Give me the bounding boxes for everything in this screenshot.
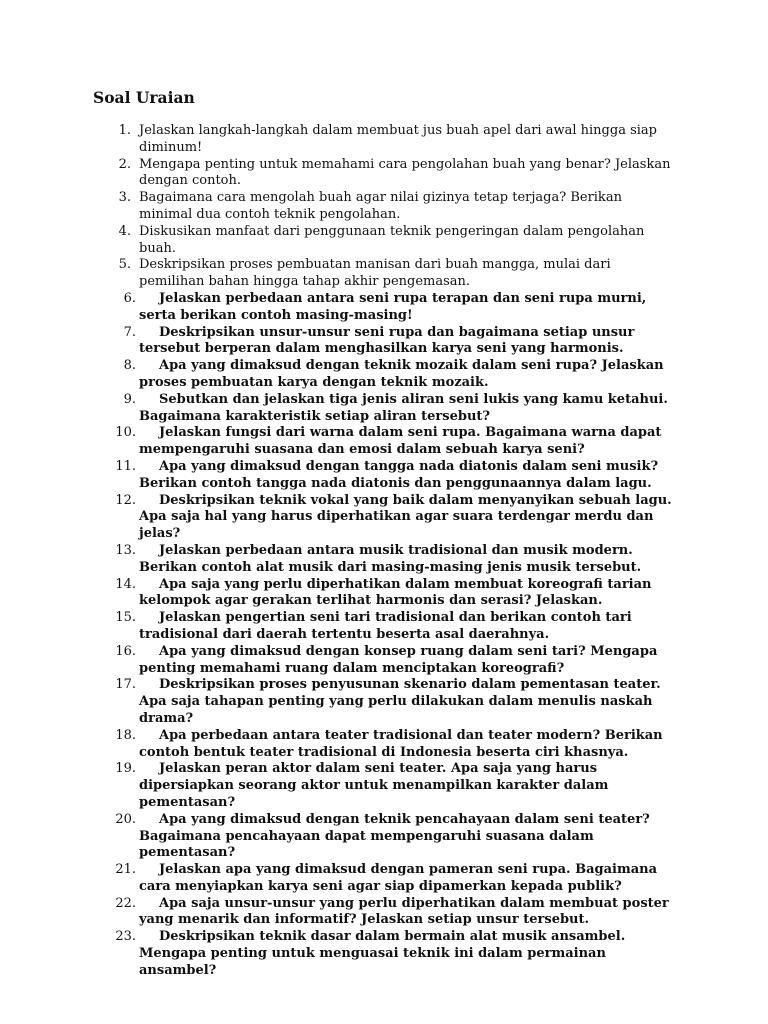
item-number: 21. — [115, 862, 136, 878]
list-item — [0, 896, 768, 930]
item-number: 9. — [123, 391, 136, 407]
item-number: 4. — [118, 223, 131, 239]
item-text: Jelaskan pengertian seni tari tradisional dan berikan contoh tari tradisional dari daerah tertentu beserta asal daerahnya. — [139, 610, 632, 642]
item-number: 10. — [115, 425, 136, 441]
item-text: Apa yang dimaksud dengan konsep ruang dalam seni tari? Mengapa penting memahami ruang dalam menciptakan koreografi? — [139, 643, 658, 676]
list-item — [0, 392, 768, 426]
list-item — [0, 644, 768, 678]
question-list-bold — [0, 291, 768, 980]
question-list-plain — [0, 123, 768, 291]
item-number: 7. — [123, 324, 136, 340]
item-text: Sebutkan dan jelaskan tiga jenis aliran seni lukis yang kamu ketahui. Bagaimana karakteristik setiap aliran tersebut? — [139, 391, 668, 424]
item-number: 11. — [115, 458, 136, 474]
item-text: Deskripsikan proses penyusunan skenario dalam pementasan teater. Apa saja tahapan penting yang perlu dilakukan dalam menulis naskah drama? — [139, 677, 661, 726]
item-number: 5. — [118, 257, 131, 273]
item-text: Deskripsikan proses pembuatan manisan dari buah mangga, mulai dari pemilihan bahan hingga tahap akhir pengemasan. — [139, 257, 611, 290]
list-item — [0, 224, 768, 258]
item-number: 17. — [115, 677, 136, 693]
item-number: 16. — [115, 643, 136, 659]
item-text: Deskripsikan teknik dasar dalam bermain alat musik ansambel. Mengapa penting untuk menguasai teknik ini dalam permainan ansambel? — [139, 929, 626, 978]
item-text: Apa saja yang perlu diperhatikan dalam membuat koreografi tarian kelompok agar gerakan terlihat harmonis dan serasi? Jelaskan. — [139, 576, 652, 609]
item-number: 13. — [115, 542, 136, 558]
item-text: Apa perbedaan antara teater tradisional dan teater modern? Berikan contoh bentuk teater tradisional di Indonesia beserta ciri khasnya. — [139, 727, 663, 760]
list-item — [0, 358, 768, 392]
document-title: Soal Uraian — [93, 88, 195, 107]
item-text: Apa saja unsur-unsur yang perlu diperhatikan dalam membuat poster yang menarik dan informatif? Jelaskan setiap unsur tersebut. — [139, 895, 669, 928]
list-item — [0, 812, 768, 862]
item-number: 12. — [115, 492, 136, 508]
list-item — [0, 493, 768, 543]
item-number: 6. — [123, 291, 136, 306]
list-item — [0, 543, 768, 577]
list-item — [0, 610, 768, 644]
item-text: Jelaskan langkah-langkah dalam membuat jus buah apel dari awal hingga siap diminum! — [139, 123, 657, 155]
list-item — [0, 291, 768, 325]
list-item — [0, 123, 768, 157]
item-text: Jelaskan fungsi dari warna dalam seni rupa. Bagaimana warna dapat mempengaruhi suasana dan emosi dalam sebuah karya seni? — [139, 425, 662, 458]
list-item — [0, 761, 768, 811]
item-text: Deskripsikan teknik vokal yang baik dalam menyanyikan sebuah lagu. Apa saja hal yang harus diperhatikan agar suara terdengar merdu dan jelas? — [139, 492, 672, 542]
item-number: 18. — [115, 727, 136, 743]
list-item — [0, 190, 768, 224]
item-number: 19. — [115, 761, 136, 777]
item-text: Apa yang dimaksud dengan tangga nada diatonis dalam seni musik? Berikan contoh tangga nada diatonis dan penggunaannya dalam lagu. — [139, 458, 659, 491]
item-number: 20. — [115, 811, 136, 827]
list-item — [0, 577, 768, 611]
list-item — [0, 157, 768, 191]
item-number: 8. — [123, 358, 136, 374]
item-text: Jelaskan perbedaan antara musik tradisional dan musik modern. Berikan contoh alat musik dari masing-masing jenis musik tersebut. — [139, 542, 642, 575]
item-text: Jelaskan peran aktor dalam seni teater. Apa saja yang harus dipersiapkan seorang aktor untuk menampilkan karakter dalam pementasan? — [139, 761, 609, 810]
item-text: Apa yang dimaksud dengan teknik mozaik dalam seni rupa? Jelaskan proses pembuatan karya dengan teknik mozaik. — [139, 358, 664, 390]
item-text: Jelaskan perbedaan antara seni rupa terapan dan seni rupa murni, serta berikan contoh masing-masing! — [139, 291, 647, 323]
item-text: Bagaimana cara mengolah buah agar nilai gizinya tetap terjaga? Berikan minimal dua contoh teknik pengolahan. — [139, 190, 622, 222]
list-item — [0, 257, 768, 291]
list-item — [0, 459, 768, 493]
item-text: Apa yang dimaksud dengan teknik pencahayaan dalam seni teater? Bagaimana pencahayaan dapat mempengaruhi suasana dalam pementasan? — [139, 811, 650, 861]
item-number: 15. — [115, 610, 136, 626]
item-number: 22. — [115, 895, 136, 911]
item-text: Mengapa penting untuk memahami cara pengolahan buah yang benar? Jelaskan dengan contoh. — [139, 156, 671, 189]
list-item — [0, 325, 768, 359]
item-number: 14. — [115, 576, 136, 592]
list-item — [0, 425, 768, 459]
item-text: Deskripsikan unsur-unsur seni rupa dan bagaimana setiap unsur tersebut berperan dalam menghasilkan karya seni yang harmonis. — [139, 324, 635, 357]
list-item — [0, 929, 768, 979]
list-item — [0, 728, 768, 762]
list-item — [0, 677, 768, 727]
list-item — [0, 862, 768, 896]
item-text: Diskusikan manfaat dari penggunaan teknik pengeringan dalam pengolahan buah. — [139, 223, 645, 256]
item-text: Jelaskan apa yang dimaksud dengan pameran seni rupa. Bagaimana cara menyiapkan karya seni agar siap dipamerkan kepada publik? — [139, 862, 657, 894]
item-number: 3. — [118, 190, 131, 206]
item-number: 1. — [118, 123, 131, 138]
item-number: 23. — [115, 929, 136, 945]
item-number: 2. — [118, 156, 131, 172]
